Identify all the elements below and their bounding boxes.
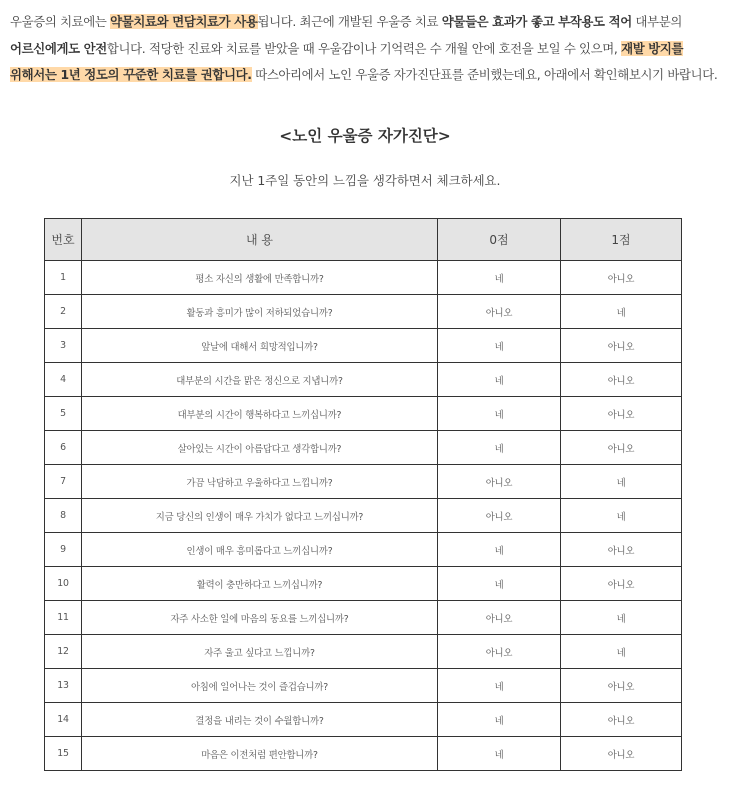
row-number: 8 [45,499,82,533]
row-one-answer: 네 [561,635,682,669]
row-zero-answer: 네 [438,737,561,771]
table-row [45,635,682,669]
row-zero-answer: 네 [438,431,561,465]
row-zero-answer: 네 [438,261,561,295]
row-question: 평소 자신의 생활에 만족합니까? [82,261,438,295]
table-row [45,499,682,533]
table-row [45,465,682,499]
row-number: 7 [45,465,82,499]
row-one-answer: 아니오 [561,703,682,737]
row-question: 앞날에 대해서 희망적입니까? [82,329,438,363]
row-number: 3 [45,329,82,363]
row-question: 살아있는 시간이 아름답다고 생각합니까? [82,431,438,465]
table-row [45,737,682,771]
row-question: 결정을 내리는 것이 수월합니까? [82,703,438,737]
table-row [45,601,682,635]
header-zero-point: 0점 [438,219,561,261]
row-zero-answer: 아니오 [438,465,561,499]
section-subtitle: 지난 1주일 동안의 느낌을 생각하면서 체크하세요. [229,173,501,188]
intro-highlight-4: 재발 방지를 위해서는 1년 정도의 꾸준한 치료를 권합니다. [10,40,684,82]
intro-text-3: 대부분의 [631,14,682,29]
table-row [45,669,682,703]
row-one-answer: 네 [561,601,682,635]
intro-bold-2: 약물들은 효과가 좋고 부작용도 적어 [441,14,632,29]
row-one-answer: 아니오 [561,397,682,431]
row-question: 자주 사소한 일에 마음의 동요를 느끼십니까? [82,601,438,635]
intro-text-5: 따스아리에서 노인 우울증 자가진단표를 준비했는데요, 아래에서 확인해보시기 바랍니다. [251,67,718,82]
header-content: 내 용 [82,219,438,261]
row-zero-answer: 아니오 [438,635,561,669]
row-number: 11 [45,601,82,635]
self-diagnosis-table [44,218,682,771]
table-row [45,261,682,295]
row-number: 14 [45,703,82,737]
row-zero-answer: 네 [438,533,561,567]
row-number: 13 [45,669,82,703]
row-zero-answer: 네 [438,329,561,363]
row-zero-answer: 아니오 [438,601,561,635]
row-one-answer: 아니오 [561,533,682,567]
row-number: 2 [45,295,82,329]
table-row [45,397,682,431]
intro-text-1: 우울증의 치료에는 [10,14,111,29]
row-one-answer: 아니오 [561,363,682,397]
row-one-answer: 아니오 [561,669,682,703]
intro-paragraph [10,9,722,89]
row-one-answer: 아니오 [561,261,682,295]
row-one-answer: 아니오 [561,329,682,363]
row-question: 대부분의 시간을 맑은 정신으로 지냅니까? [82,363,438,397]
row-zero-answer: 네 [438,397,561,431]
row-zero-answer: 아니오 [438,499,561,533]
table-row [45,329,682,363]
row-one-answer: 아니오 [561,567,682,601]
intro-bold-3: 어르신에게도 안전 [10,40,107,56]
row-zero-answer: 네 [438,669,561,703]
table-row [45,363,682,397]
row-zero-answer: 네 [438,363,561,397]
row-one-answer: 아니오 [561,737,682,771]
intro-text-2: 됩니다. 최근에 개발된 우울증 치료 [257,14,442,29]
table-row [45,533,682,567]
row-one-answer: 네 [561,499,682,533]
header-number: 번호 [45,219,82,261]
row-number: 10 [45,567,82,601]
row-question: 자주 울고 싶다고 느낍니까? [82,635,438,669]
row-zero-answer: 아니오 [438,295,561,329]
table-row [45,703,682,737]
table-row [45,431,682,465]
row-number: 4 [45,363,82,397]
row-question: 활동과 흥미가 많이 저하되었습니까? [82,295,438,329]
row-number: 1 [45,261,82,295]
row-question: 대부분의 시간이 행복하다고 느끼십니까? [82,397,438,431]
row-zero-answer: 네 [438,703,561,737]
row-one-answer: 네 [561,465,682,499]
row-number: 5 [45,397,82,431]
row-question: 인생이 매우 흥미롭다고 느끼십니까? [82,533,438,567]
row-number: 9 [45,533,82,567]
row-number: 15 [45,737,82,771]
row-one-answer: 아니오 [561,431,682,465]
row-number: 12 [45,635,82,669]
row-number: 6 [45,431,82,465]
intro-highlight-1: 약물치료와 면담치료가 사용 [110,14,258,29]
row-one-answer: 네 [561,295,682,329]
row-zero-answer: 네 [438,567,561,601]
row-question: 가끔 낙담하고 우울하다고 느낍니까? [82,465,438,499]
table-header-row [45,219,682,261]
row-question: 아침에 일어나는 것이 즐겁습니까? [82,669,438,703]
table-row [45,567,682,601]
row-question: 지금 당신의 인생이 매우 가치가 없다고 느끼십니까? [82,499,438,533]
row-question: 마음은 이전처럼 편안합니까? [82,737,438,771]
row-question: 활력이 충만하다고 느끼십니까? [82,567,438,601]
header-one-point: 1점 [561,219,682,261]
intro-text-4: 합니다. 적당한 진료와 치료를 받았을 때 우울감이나 기억력은 수 개월 안에 호전을 보일 수 있으며, [106,40,622,56]
table-row [45,295,682,329]
section-title: <노인 우울증 자가진단> [279,127,451,145]
